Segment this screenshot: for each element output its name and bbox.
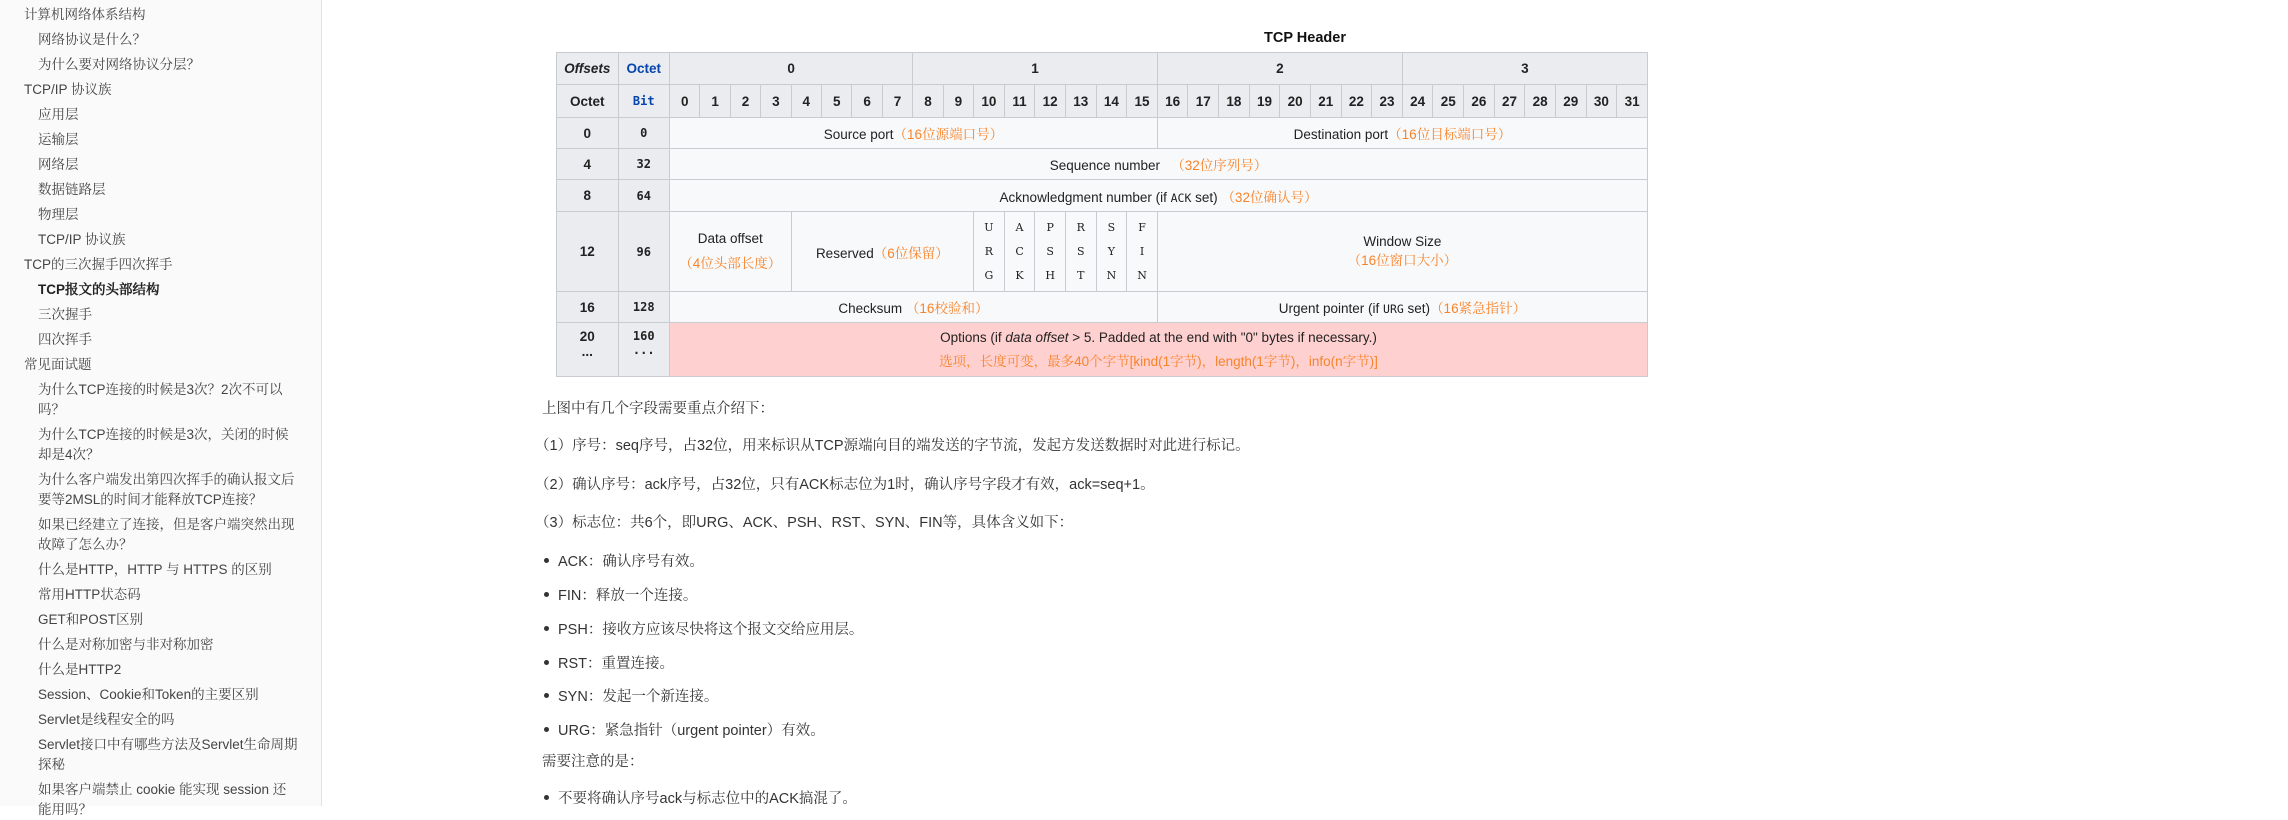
flag-letter: H	[1045, 268, 1055, 282]
row-octet: 0	[557, 118, 619, 149]
offsets-label: Offsets	[557, 53, 619, 85]
checksum-field: Checksum （16校验和）	[670, 292, 1158, 323]
row-octet: 20 ...	[557, 323, 619, 377]
bit-number: 0	[670, 85, 700, 118]
bit-number: 13	[1065, 85, 1096, 118]
flag-letter: S	[1076, 244, 1085, 258]
note-paragraph: 需要注意的是：	[542, 754, 644, 770]
sidebar-item[interactable]: Session、Cookie和Token的主要区别	[38, 687, 259, 702]
flag-bit-cell	[1004, 212, 1035, 292]
table-header-octets	[557, 53, 1648, 85]
row-bit: 32	[618, 149, 669, 180]
flag-bit-cell	[974, 212, 1005, 292]
flag-letter: I	[1139, 244, 1145, 258]
bit-number: 7	[882, 85, 912, 118]
sidebar-item[interactable]: TCP/IP 协议族	[24, 82, 112, 97]
flag-letter: F	[1138, 220, 1146, 234]
bit-number: 1	[700, 85, 730, 118]
sidebar-toc	[0, 0, 322, 817]
bit-number: 18	[1219, 85, 1250, 118]
sidebar-item[interactable]: 计算机网络体系结构	[24, 7, 146, 22]
table-row	[557, 212, 1648, 292]
bit-number: 17	[1188, 85, 1219, 118]
reserved-field: Reserved（6位保留）	[791, 212, 974, 292]
row-bit: 96	[618, 212, 669, 292]
flag-letter: G	[984, 268, 994, 282]
flag-letter: S	[1107, 220, 1116, 234]
ack-number-field: Acknowledgment number (if ACK set) （32位确认号）	[670, 180, 1648, 212]
sidebar-item[interactable]: 四次挥手	[38, 332, 92, 347]
flag-list-item: PSH：接收方应该尽快将这个报文交给应用层。	[558, 618, 863, 639]
flag-letter: U	[984, 220, 994, 234]
sidebar-item[interactable]: GET和POST区别	[38, 612, 144, 627]
sidebar-item[interactable]: 网络协议是什么？	[38, 32, 146, 47]
flag-bit-cell	[1065, 212, 1096, 292]
bit-number: 23	[1372, 85, 1403, 118]
paragraph-flags: （3）标志位：共6个，即URG、ACK、PSH、RST、SYN、FIN等，具体含义如下：	[535, 515, 1074, 531]
bit-number: 21	[1310, 85, 1341, 118]
flag-bit-cell	[1127, 212, 1158, 292]
flag-list-item: SYN：发起一个新连接。	[558, 685, 718, 706]
sidebar-item[interactable]: 运输层	[38, 132, 79, 147]
flag-letter: C	[1015, 244, 1024, 258]
row-octet: 16	[557, 292, 619, 323]
bit-label: Bit	[618, 85, 669, 118]
bit-number: 3	[761, 85, 791, 118]
article	[322, 0, 1648, 806]
sidebar-item[interactable]: 数据链路层	[38, 182, 106, 197]
sidebar-item[interactable]: 什么是HTTP2	[38, 662, 122, 677]
octet-row-label: Octet	[557, 85, 619, 118]
flag-letter: R	[984, 244, 994, 258]
row-octet: 8	[557, 180, 619, 212]
octet-0: 0	[670, 53, 913, 85]
sidebar-item[interactable]: 什么是HTTP，HTTP 与 HTTPS 的区别	[38, 562, 272, 577]
flag-letter: A	[1015, 220, 1024, 234]
flag-letter: N	[1137, 268, 1147, 282]
flag-list-item: URG：紧急指针（urgent pointer）有效。	[558, 719, 825, 740]
table-row	[557, 292, 1648, 323]
sidebar-item[interactable]: 应用层	[38, 107, 79, 122]
flag-letter: P	[1046, 220, 1054, 234]
sidebar-item[interactable]: 为什么客户端发出第四次挥手的确认报文后要等2MSL的时间才能释放TCP连接？	[38, 472, 295, 507]
sidebar-item[interactable]: TCP的三次握手四次挥手	[24, 257, 173, 272]
sidebar-item[interactable]: 物理层	[38, 207, 79, 222]
bit-number: 16	[1157, 85, 1188, 118]
bit-number: 15	[1127, 85, 1158, 118]
row-bit: 160 ...	[618, 323, 669, 377]
bit-number: 2	[730, 85, 760, 118]
sidebar-item[interactable]: Servlet接口中有哪些方法及Servlet生命周期探秘	[38, 737, 298, 772]
window-size-field: Window Size （16位窗口大小）	[1157, 212, 1647, 292]
sidebar-item[interactable]: TCP报文的头部结构	[38, 282, 160, 297]
table-header-bits	[557, 85, 1648, 118]
octet-3: 3	[1402, 53, 1647, 85]
bit-number: 31	[1617, 85, 1648, 118]
destination-port-field: Destination port（16位目标端口号）	[1157, 118, 1647, 149]
bit-number: 26	[1464, 85, 1495, 118]
flag-bit-cell	[1096, 212, 1127, 292]
row-octet: 4	[557, 149, 619, 180]
sidebar-item[interactable]: 什么是对称加密与非对称加密	[38, 637, 214, 652]
table-row	[557, 118, 1648, 149]
flag-list-item: FIN：释放一个连接。	[558, 584, 697, 605]
bit-number: 29	[1555, 85, 1586, 118]
bit-number: 14	[1096, 85, 1127, 118]
paragraph-seq: （1）序号：seq序号，占32位，用来标识从TCP源端向目的端发送的字节流，发起方发送数据时对此进行标记。	[535, 438, 1250, 454]
flag-letter: K	[1015, 268, 1024, 282]
sidebar-item[interactable]: 如果客户端禁止 cookie 能实现 session 还能用吗？	[38, 782, 287, 817]
row-octet: 12	[557, 212, 619, 292]
octet-label: Octet	[618, 53, 669, 85]
sidebar-item[interactable]: 为什么TCP连接的时候是3次，关闭的时候却是4次？	[38, 427, 289, 462]
row-bit: 128	[618, 292, 669, 323]
sidebar-item[interactable]: 常见面试题	[24, 357, 92, 372]
bit-number: 6	[852, 85, 882, 118]
bit-number: 30	[1586, 85, 1617, 118]
sidebar-item[interactable]: Servlet是线程安全的吗	[38, 712, 175, 727]
table-row	[557, 323, 1648, 377]
urgent-pointer-field: Urgent pointer (if URG set)（16紧急指针）	[1157, 292, 1647, 323]
bit-number: 12	[1035, 85, 1066, 118]
bit-number: 9	[943, 85, 973, 118]
sidebar-item[interactable]: 常用HTTP状态码	[38, 587, 141, 602]
bit-number: 25	[1433, 85, 1464, 118]
flag-bit-cell	[1035, 212, 1066, 292]
bit-number: 28	[1525, 85, 1556, 118]
list-item: 不要将确认序号ack与标志位中的ACK搞混了。	[558, 787, 857, 808]
row-bit: 64	[618, 180, 669, 212]
sidebar-item[interactable]: 三次握手	[38, 307, 92, 322]
flag-letter: S	[1046, 244, 1054, 258]
source-port-field: Source port（16位源端口号）	[670, 118, 1158, 149]
bit-number: 4	[791, 85, 821, 118]
table-row	[557, 149, 1648, 180]
table-title: TCP Header	[1264, 30, 1346, 46]
bit-number: 22	[1341, 85, 1372, 118]
flag-letter: N	[1106, 268, 1117, 282]
sidebar-item[interactable]: 为什么TCP连接的时候是3次？2次不可以吗？	[38, 382, 283, 417]
bit-number: 11	[1004, 85, 1035, 118]
sequence-number-field: Sequence number （32位序列号）	[670, 149, 1648, 180]
flag-letter: Y	[1107, 244, 1116, 258]
flag-letter: T	[1077, 268, 1085, 282]
bit-number: 5	[822, 85, 852, 118]
bit-number: 19	[1249, 85, 1280, 118]
data-offset-field: Data offset （4位头部长度）	[670, 212, 792, 292]
bit-number: 8	[913, 85, 943, 118]
bit-number: 20	[1280, 85, 1311, 118]
sidebar-item[interactable]: 为什么要对网络协议分层？	[38, 57, 200, 72]
flag-list-item: RST：重置连接。	[558, 652, 674, 673]
intro-paragraph: 上图中有几个字段需要重点介绍下：	[542, 401, 774, 417]
bit-number: 24	[1402, 85, 1433, 118]
options-field: Options (if data offset > 5. Padded at the end with "0" bytes if necessary.) 选项，长度可变，最多40个字节[kind(1字节)，length(1字节)，info(n字节)]	[670, 323, 1648, 377]
sidebar-item[interactable]: 网络层	[38, 157, 79, 172]
flag-letter: R	[1076, 220, 1085, 234]
octet-1: 1	[913, 53, 1158, 85]
sidebar-item[interactable]: TCP/IP 协议族	[38, 232, 126, 247]
flag-list-item: ACK：确认序号有效。	[558, 550, 704, 571]
octet-2: 2	[1157, 53, 1402, 85]
tcp-header-table	[556, 52, 1648, 377]
sidebar-item[interactable]: 如果已经建立了连接，但是客户端突然出现故障了怎么办？	[38, 517, 295, 552]
bit-number: 27	[1494, 85, 1525, 118]
bit-number: 10	[974, 85, 1005, 118]
table-row	[557, 180, 1648, 212]
paragraph-ack: （2）确认序号：ack序号，占32位，只有ACK标志位为1时，确认序号字段才有效，ack=seq+1。	[535, 477, 1155, 493]
row-bit: 0	[618, 118, 669, 149]
